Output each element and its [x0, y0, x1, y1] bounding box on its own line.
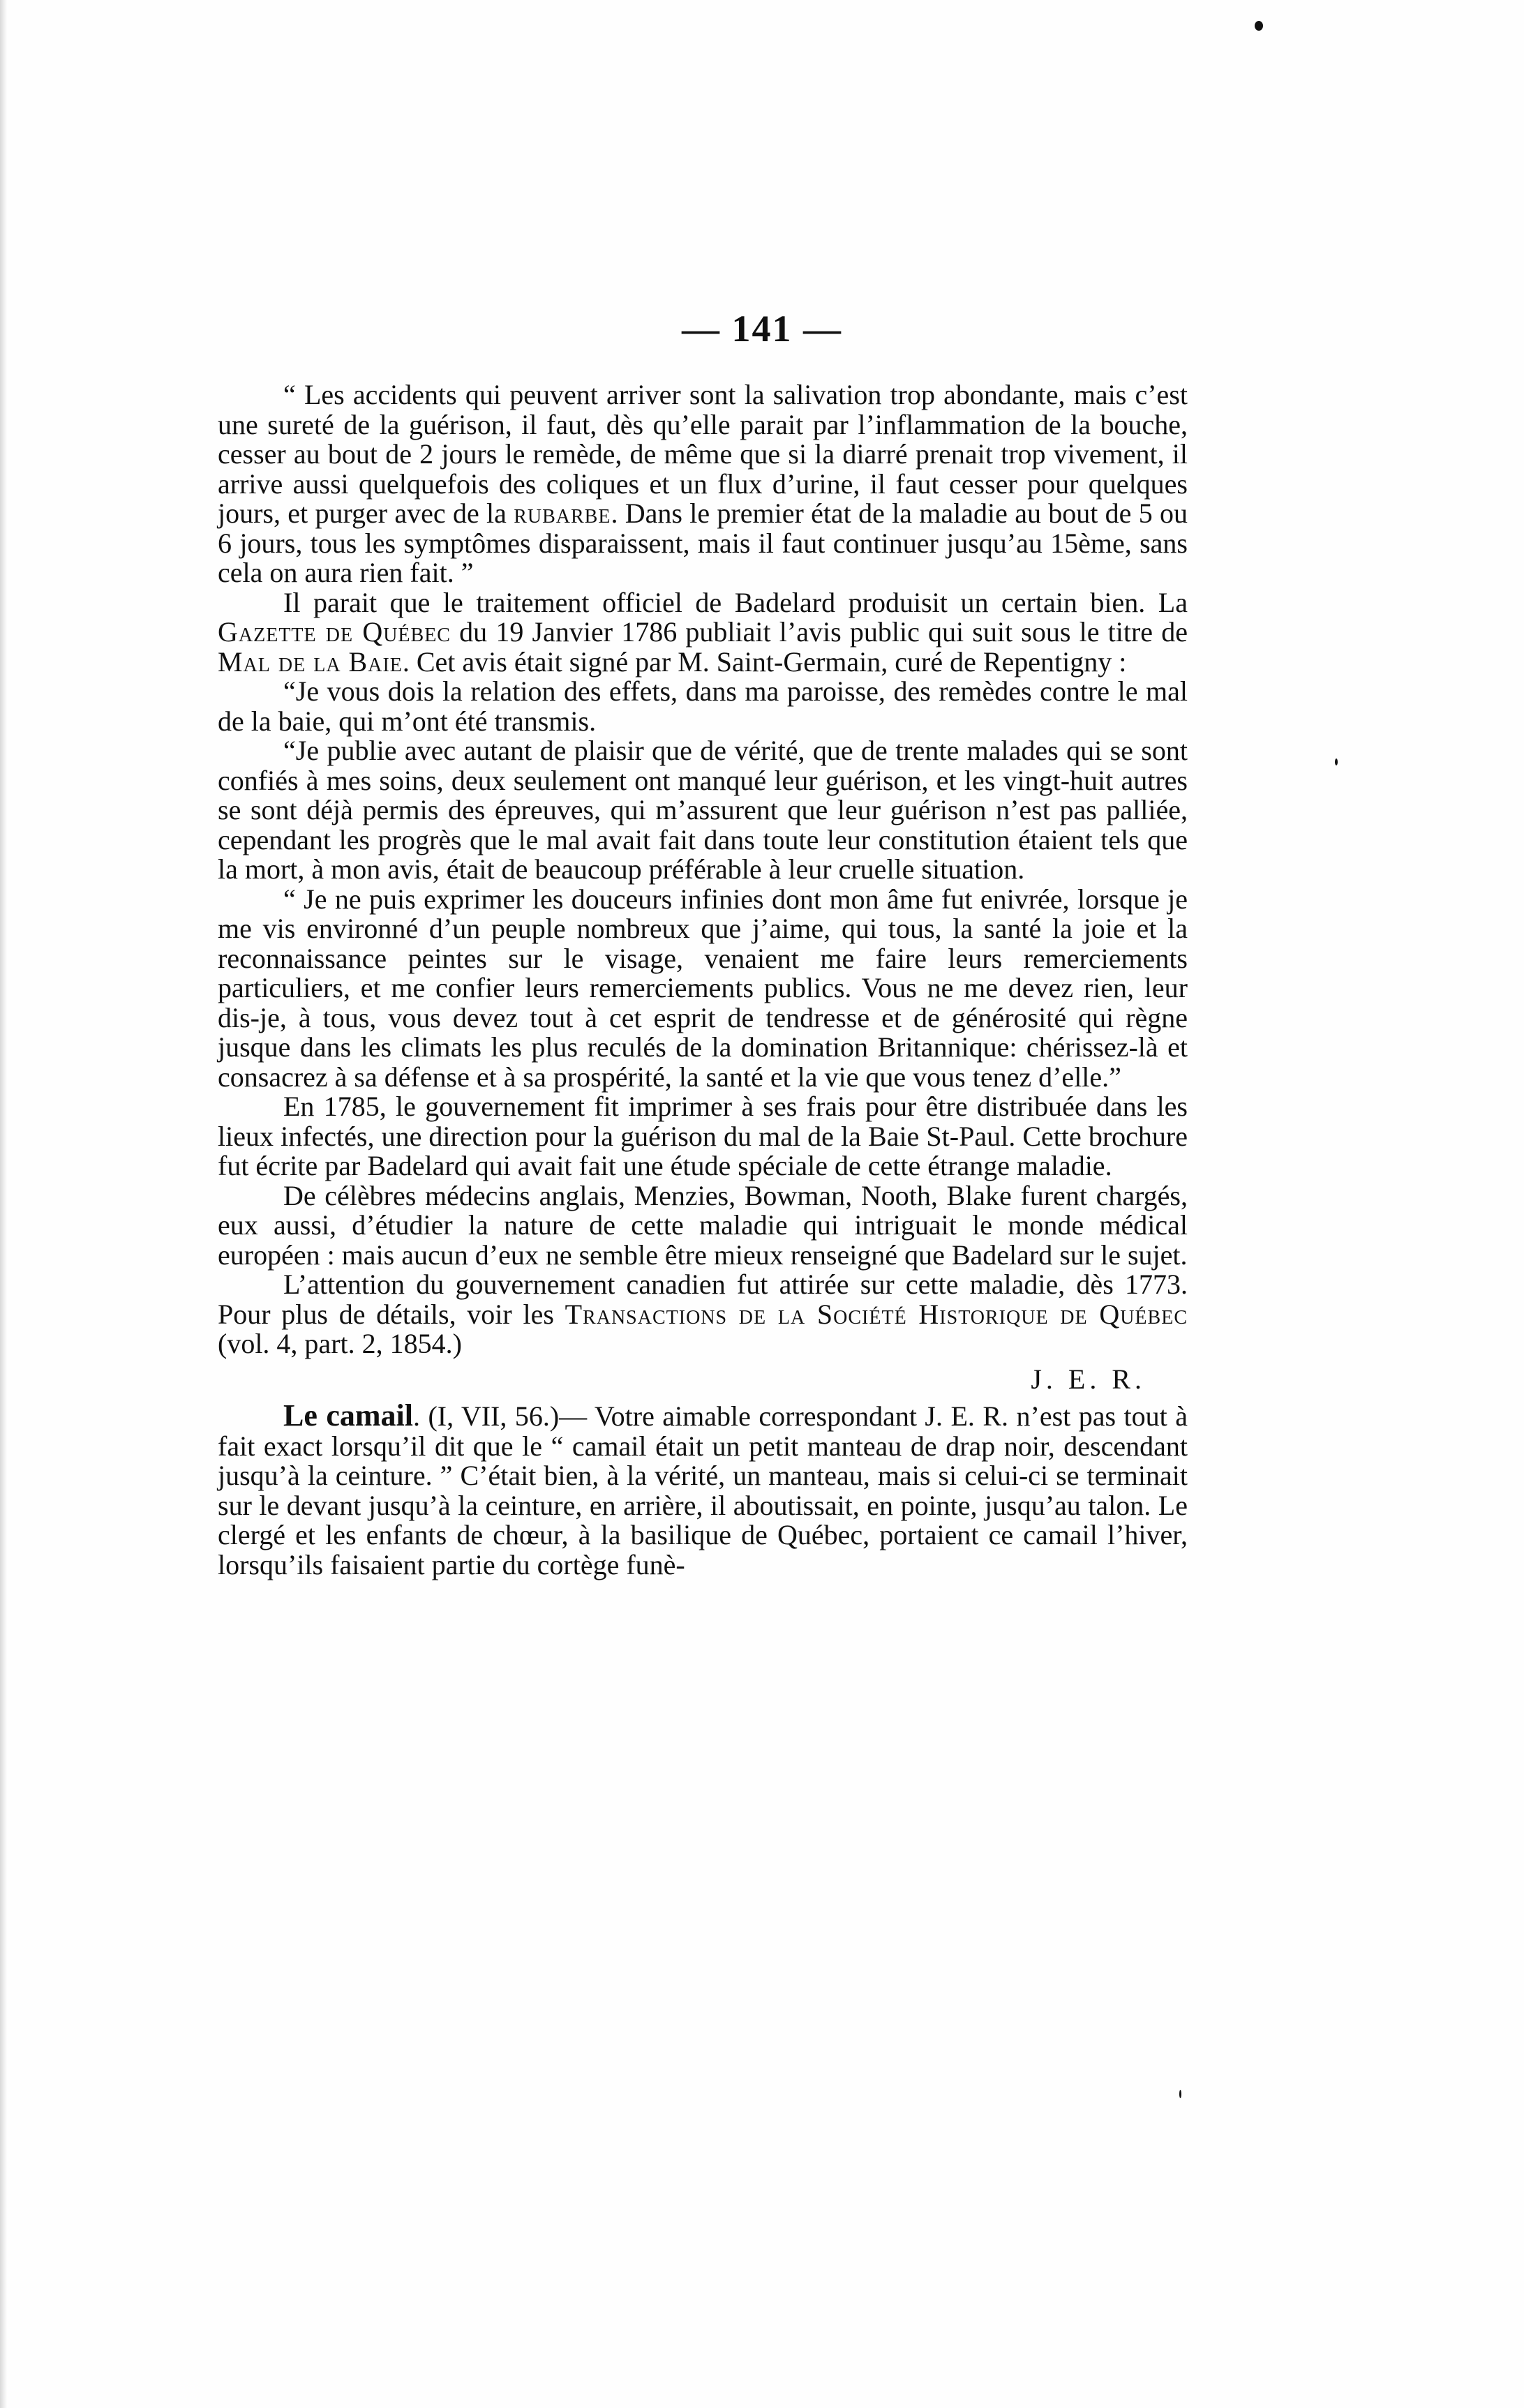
scan-edge-shadow — [0, 0, 7, 2408]
author-signature: J. E. R. — [1031, 1363, 1146, 1395]
paragraph: “Je publie avec autant de plaisir que de vérité, que de trente malades qui se sont confiés à mes soins, deux seulement ont manqué leur guérison, et les vingt-huit autres se sont déjà permis des épreuves, qui m’assurent que leur guérison n’est pas palliée, cependant les progrès que le mal avait fait dans toute leur constitution étaient tels que la mort, à mon avis, était de beaucoup préférable à leur cruelle situation. — [218, 735, 1188, 885]
ink-speck — [1255, 21, 1263, 31]
paragraph: L’attention du gouvernement canadien fut attirée sur cette maladie, dès 1773. Pour plus de détails, voir les Transactions de la Société Historique de Québec (vol. 4, part. 2, 1854.) — [218, 1269, 1188, 1359]
ink-speck — [1335, 758, 1338, 765]
entry-heading: Le camail — [283, 1398, 413, 1433]
page-number: — 141 — — [682, 308, 842, 350]
paragraph: Il parait que le traitement officiel de Badelard produisit un certain bien. La Gazette de Québec du 19 Janvier 1786 publiait l’avis public qui suit sous le titre de Mal de la Baie. Cet avis était signé par M. Saint-Germain, curé de Repentigny : — [218, 586, 1188, 678]
ink-speck — [1179, 2090, 1181, 2098]
paragraph: “ Je ne puis exprimer les douceurs infinies dont mon âme fut enivrée, lorsque je me vis environné d’un peuple nombreux que j’aime, qui tous, la santé la joie et la reconnaissance peintes sur le visage, venaient me faire leurs remerciements particuliers, et me confier leurs remerciements publics. Vous ne me devez rien, leur dis-je, à tous, vous devez tout à cet esprit de tendresse et de générosité qui règne jusque dans les climats les plus reculés de la domination Britannique: chérissez-là et consacrez à sa défense et à sa prospérité, la santé et la vie que vous tenez d’elle.” — [218, 883, 1188, 1093]
paragraph: En 1785, le gouvernement fit imprimer à ses frais pour être distribuée dans les lieux infectés, une direction pour la guérison du mal de la Baie St-Paul. Cette brochure fut écrite par Badelard qui avait fait une étude spéciale de cette étrange maladie. — [218, 1091, 1188, 1181]
body-text — [218, 380, 1188, 1580]
entry-paragraph: Le camail. (I, VII, 56.)— Votre aimable correspondant J. E. R. n’est pas tout à fait exact lorsqu’il dit que le “ camail était un petit manteau de drap noir, descendant jusqu’à la ceinture. ” C’était bien, à la vérité, un manteau, mais si celui-ci se terminait sur le devant jusqu’à la ceinture, en arrière, il aboutissait, en pointe, jusqu’au talon. Le clergé et les enfants de chœur, à la basilique de Québec, portaient ce camail l’hiver, lorsqu’ils faisaient partie du cortège funè- — [218, 1398, 1188, 1580]
paragraph: De célèbres médecins anglais, Menzies, Bowman, Nooth, Blake furent chargés, eux aussi, d’étudier la nature de cette maladie qui intriguait le monde médical européen : mais aucun d’eux ne semble être mieux renseigné que Badelard sur le sujet. — [218, 1179, 1188, 1271]
paragraph: “Je vous dois la relation des effets, dans ma paroisse, des remèdes contre le mal de la baie, qui m’ont été transmis. — [218, 675, 1188, 737]
paragraph: “ Les accidents qui peuvent arriver sont la salivation trop abondante, mais c’est une sureté de la guérison, il faut, dès qu’elle parait par l’inflammation de la bouche, cesser au bout de 2 jours le remède, de même que si la diarré prenait trop vivement, il arrive aussi quelquefois des coliques et un flux d’urine, il faut cesser pour quelques jours, et purger avec de la rubarbe. Dans le premier état de la maladie au bout de 5 ou 6 jours, tous les symptômes disparaissent, mais il faut continuer jusqu’au 15ème, sans cela on aura rien fait. ” — [218, 379, 1188, 588]
